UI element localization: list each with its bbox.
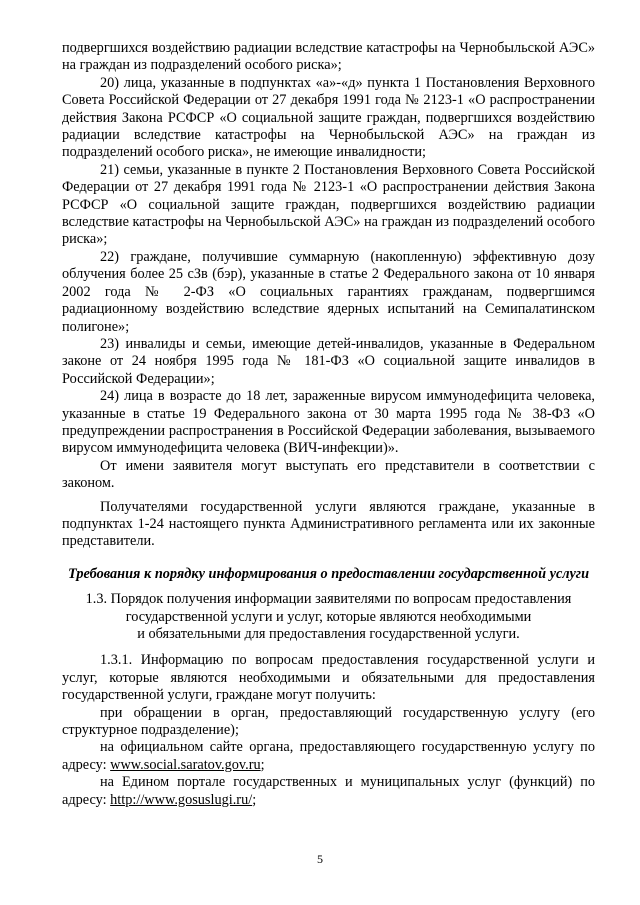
official-site-suffix: ; xyxy=(260,756,265,773)
official-site-prefix: на официальном сайте органа, предоставляющего государственную услугу по адресу: xyxy=(62,739,595,773)
paragraph-official-site xyxy=(62,739,595,774)
paragraph-organ: при обращении в орган, предоставляющий государственную услугу (его структурное подразделение); xyxy=(62,704,595,739)
section-heading: Требования к порядку информирования о предоставлении государственной услуги xyxy=(67,565,590,582)
paragraph-item-20: 20) лица, указанные в подпунктах «а»-«д» пункта 1 Постановления Верховного Совета Российской Федерации от 27 декабря 1991 года № 2123-1 «О распространении действия Закона РСФСР «О социальной защите граждан, подвергшихся воздействию радиации вследствие катастрофы на Чернобыльской АЭС» на граждан из подразделений особого риска», не имеющие инвалидности; xyxy=(62,74,595,161)
page-number: 5 xyxy=(317,852,323,866)
paragraph-1-3-1: 1.3.1. Информацию по вопросам предоставления государственной услуги и услуг, которые являются необходимыми и обязательными для предоставления государственной услуги, граждане могут получить: xyxy=(62,652,595,704)
portal-link[interactable]: http://www.gosuslugi.ru/ xyxy=(110,791,253,808)
paragraph-item-22: 22) граждане, получившие суммарную (накопленную) эффективную дозу облучения более 25 сЗв (бэр), указанные в статье 2 Федерального закона от 10 января 2002 года № 2-ФЗ «О социальных гарантиях гражданам, подвергшимся радиационному воздействию вследствие ядерных испытаний на Семипалатинском полигоне»; xyxy=(62,248,595,335)
section-1-3-title xyxy=(62,591,595,643)
paragraph-recipients: Получателями государственной услуги являются граждане, указанные в подпунктах 1-24 настоящего пункта Административного регламента или их законные представители. xyxy=(62,498,595,550)
paragraph-item-24: 24) лица в возрасте до 18 лет, зараженные вирусом иммунодефицита человека, указанные в статье 19 Федерального закона от 30 марта 1995 года № 38-ФЗ «О предупреждении распространения в Российской Федерации заболевания, вызываемого вирусом иммунодефицита человека (ВИЧ-инфекции)». xyxy=(62,388,595,457)
document-page xyxy=(62,40,595,809)
portal-prefix: на Едином портале государственных и муниципальных услуг (функций) по адресу: xyxy=(62,774,595,808)
portal-suffix: ; xyxy=(252,791,257,808)
paragraph-representatives: От имени заявителя могут выступать его представители в соответствии с законом. xyxy=(62,457,595,492)
section-1-3-line-2: государственной услуги и услуг, которые являются необходимыми xyxy=(125,608,532,625)
section-1-3-line-1: 1.3. Порядок получения информации заявителями по вопросам предоставления xyxy=(85,591,572,608)
paragraph-19-continuation: подвергшихся воздействию радиации вследствие катастрофы на Чернобыльской АЭС» на граждан из подразделений особого риска»; xyxy=(62,40,595,74)
paragraph-gosuslugi-portal xyxy=(62,774,595,809)
official-site-link[interactable]: www.social.saratov.gov.ru xyxy=(110,756,261,773)
paragraph-item-21: 21) семьи, указанные в пункте 2 Постановления Верховного Совета Российской Федерации от 27 декабря 1991 года № 2123-1 «О распространении действия Закона РСФСР «О социальной защите граждан, подвергшихся воздействию радиации вследствие катастрофы на Чернобыльской АЭС» на граждан из подразделений особого риска»; xyxy=(62,161,595,248)
section-1-3-line-3: и обязательными для предоставления государственной услуги. xyxy=(137,626,520,642)
paragraph-item-23: 23) инвалиды и семьи, имеющие детей-инвалидов, указанные в Федеральном законе от 24 ноября 1995 года № 181-ФЗ «О социальной защите инвалидов в Российской Федерации»; xyxy=(62,335,595,387)
